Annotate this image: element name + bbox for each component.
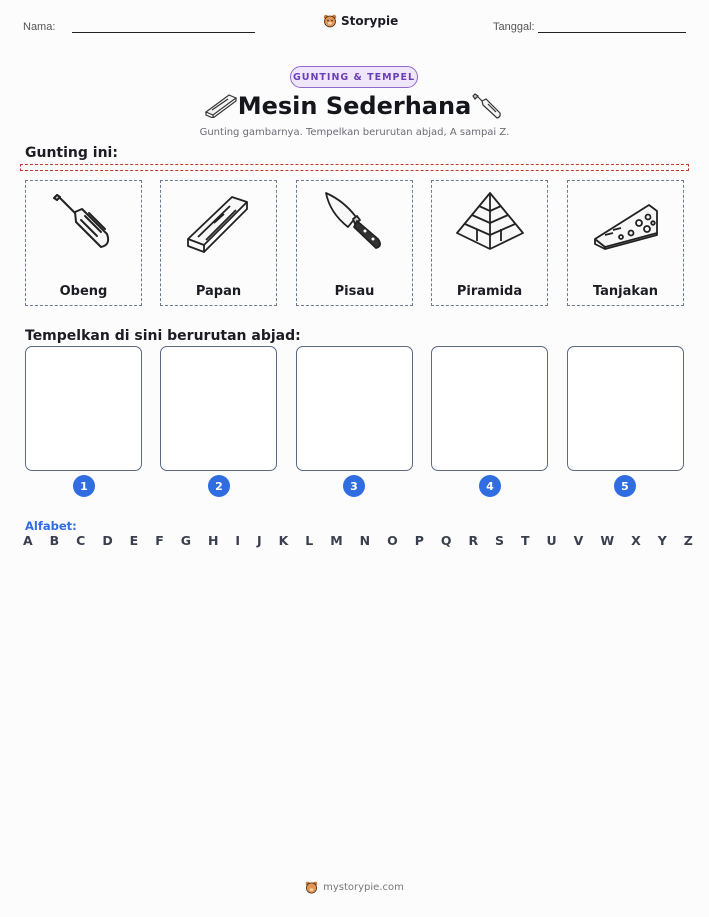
alphabet-row [23, 533, 693, 548]
alphabet-letter: Y [657, 533, 667, 548]
alphabet-letter: J [257, 533, 262, 548]
alphabet-letter: E [129, 533, 139, 548]
card-label: Tanjakan [592, 284, 659, 299]
cut-card-ramp[interactable] [567, 180, 684, 306]
cut-card-screwdriver[interactable] [25, 180, 142, 306]
alphabet-letter: X [631, 533, 641, 548]
screwdriver-decor-icon [470, 91, 504, 121]
date-line [538, 32, 686, 33]
screwdriver-icon [49, 189, 119, 259]
alphabet-letter: V [573, 533, 584, 548]
card-label: Obeng [59, 284, 108, 299]
alphabet-letter: N [359, 533, 371, 548]
alphabet-letter: W [600, 533, 615, 548]
paste-slot-3[interactable] [296, 346, 413, 471]
alphabet-letter: O [387, 533, 398, 548]
alphabet-letter: C [76, 533, 86, 548]
paste-heading: Tempelkan di sini berurutan abjad: [25, 328, 301, 344]
alphabet-letter: Z [683, 533, 693, 548]
paste-slot-2[interactable] [160, 346, 277, 471]
name-label: Nama: [23, 21, 56, 33]
alphabet-letter: L [305, 533, 314, 548]
plank-icon [184, 189, 254, 259]
pyramid-icon [455, 189, 525, 259]
ramp-icon [591, 189, 661, 259]
alphabet-letter: M [330, 533, 343, 548]
cut-card-knife[interactable] [296, 180, 413, 306]
brand-name: Storypie [341, 14, 399, 28]
alphabet-letter: H [207, 533, 219, 548]
alphabet-letter: S [495, 533, 505, 548]
card-label: Piramida [456, 284, 523, 299]
knife-icon [320, 189, 390, 259]
footer [0, 881, 709, 894]
bear-logo-icon [323, 14, 337, 28]
cut-card-plank[interactable] [160, 180, 277, 306]
slot-number-badge: 1 [73, 475, 95, 497]
card-label: Papan [195, 284, 242, 299]
alphabet-title: Alfabet: [25, 519, 77, 533]
slot-number-badge: 2 [208, 475, 230, 497]
alphabet-letter: B [49, 533, 60, 548]
alphabet-letter: A [23, 533, 33, 548]
date-label: Tanggal: [493, 21, 535, 33]
cut-line [20, 164, 689, 171]
cut-card-pyramid[interactable] [431, 180, 548, 306]
name-line [72, 32, 255, 33]
alphabet-letter: I [235, 533, 241, 548]
alphabet-letter: G [180, 533, 191, 548]
alphabet-letter: P [414, 533, 424, 548]
paste-slot-4[interactable] [431, 346, 548, 471]
activity-badge: GUNTING & TEMPEL [290, 66, 418, 88]
alphabet-letter: F [155, 533, 164, 548]
alphabet-letter: R [468, 533, 479, 548]
alphabet-letter: U [546, 533, 557, 548]
slot-number-badge: 3 [343, 475, 365, 497]
alphabet-letter: K [278, 533, 289, 548]
alphabet-letter: D [102, 533, 113, 548]
brand-logo [323, 14, 398, 28]
page-title: Mesin Sederhana [237, 92, 472, 120]
paste-slot-5[interactable] [567, 346, 684, 471]
slot-number-badge: 5 [614, 475, 636, 497]
slot-number-badge: 4 [479, 475, 501, 497]
alphabet-letter: T [521, 533, 530, 548]
paste-slot-1[interactable] [25, 346, 142, 471]
footer-url[interactable]: mystorypie.com [323, 882, 404, 893]
cut-heading: Gunting ini: [25, 145, 118, 161]
instructions: Gunting gambarnya. Tempelkan berurutan abjad, A sampai Z. [199, 127, 510, 138]
bear-logo-icon [305, 881, 318, 894]
alphabet-letter: Q [440, 533, 452, 548]
card-label: Pisau [334, 284, 375, 299]
